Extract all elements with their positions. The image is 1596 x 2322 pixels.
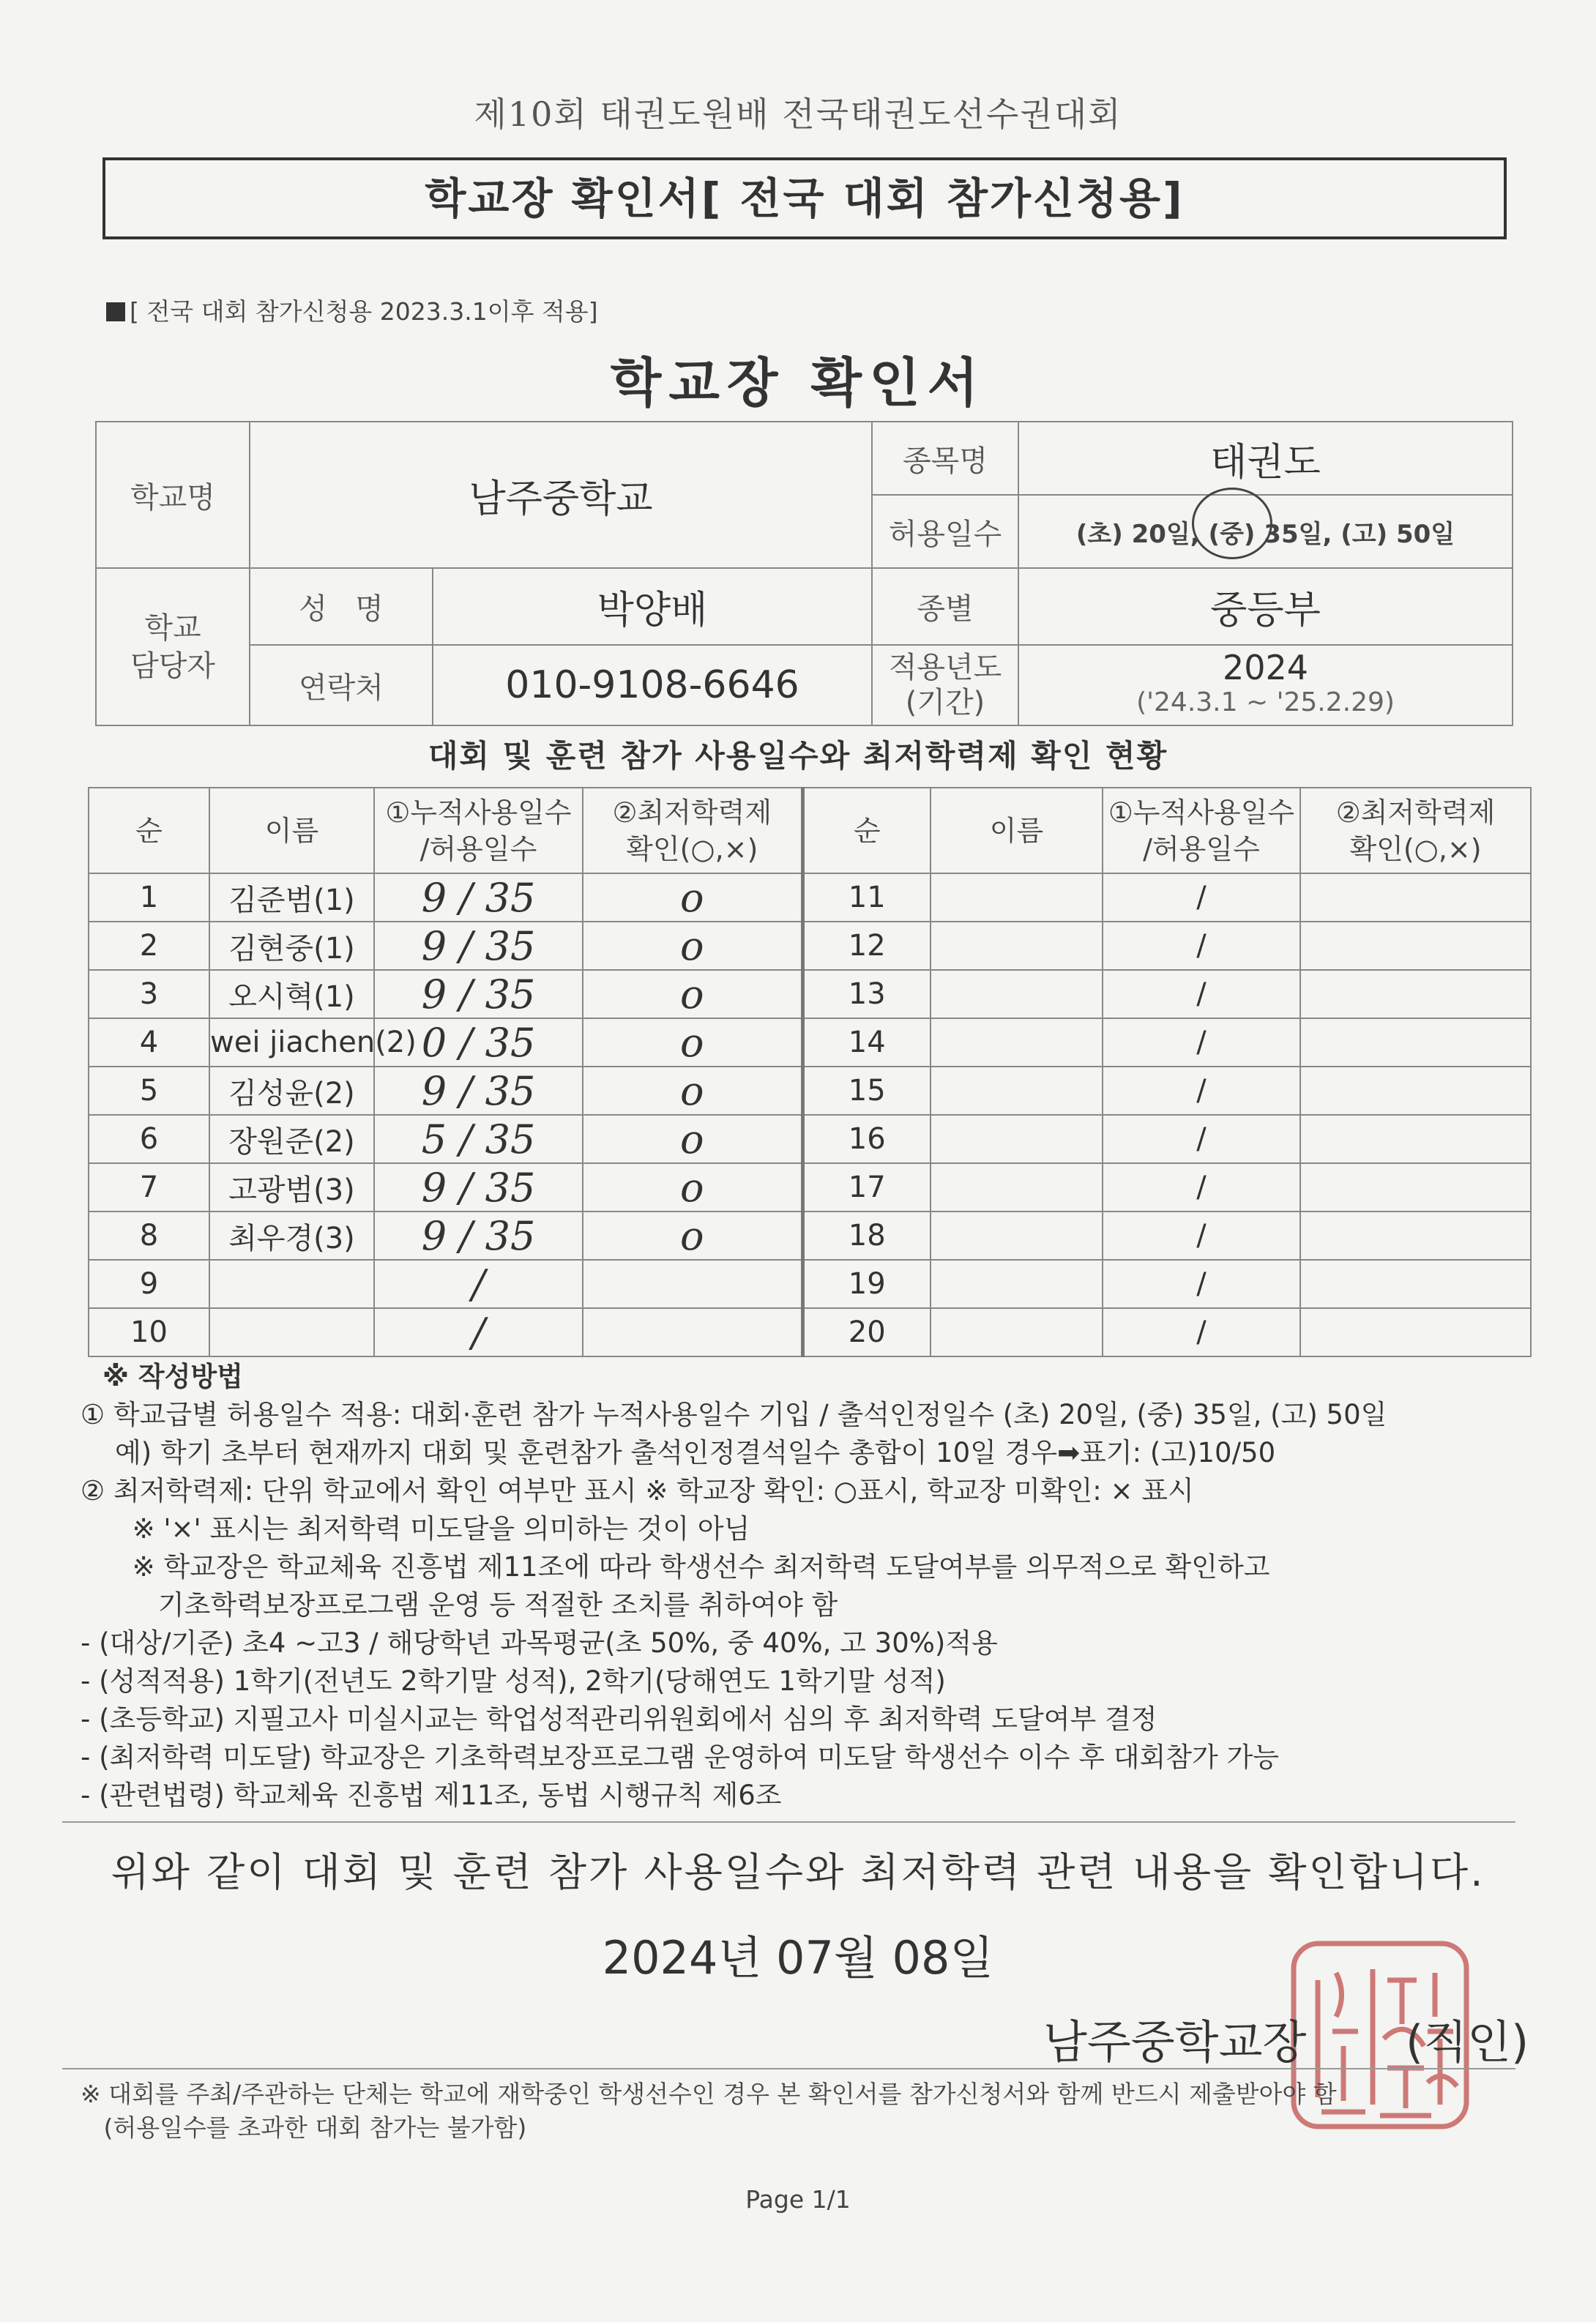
no-cell: 7	[89, 1163, 209, 1212]
days-cell: /	[1103, 970, 1300, 1018]
signer-name: 남주중학교장	[1043, 2015, 1307, 2069]
applies-note	[106, 293, 598, 327]
check-cell	[1300, 1308, 1531, 1356]
instruction-line: - (대상/기준) 초4 ~고3 / 해당학년 과목평균(초 50%, 중 40%, 고 30%)적용	[81, 1627, 998, 1659]
no-cell: 11	[802, 873, 931, 922]
days-cell: /	[1103, 1115, 1300, 1163]
seal-label: (직인)	[1406, 2015, 1529, 2069]
header-no-right: 순	[802, 788, 931, 873]
confirmation-statement: 위와 같이 대회 및 훈련 참가 사용일수와 최저학력 관련 내용을 확인합니다.	[111, 1849, 1485, 1895]
days-cell: 0 / 35	[374, 1018, 583, 1067]
name-cell: 김성윤(2)	[209, 1067, 374, 1115]
table-row	[89, 1212, 1531, 1260]
no-cell: 5	[89, 1067, 209, 1115]
check-cell: o	[583, 1212, 802, 1260]
days-cell: /	[374, 1308, 583, 1356]
instruction-line: ※ 학교장은 학교체육 진흥법 제11조에 따라 학생선수 최저학력 도달여부를 의무적으로 확인하고	[81, 1551, 1270, 1583]
header-check-right: ②최저학력제 확인(○,×)	[1300, 788, 1531, 873]
table-row	[89, 873, 1531, 922]
instruction-line: ② 최저학력제: 단위 학교에서 확인 여부만 표시 ※ 학교장 확인: ○표시, 학교장 미확인: × 표시	[81, 1475, 1194, 1507]
instruction-line: - (관련법령) 학교체육 진흥법 제11조, 동법 시행규칙 제6조	[81, 1780, 782, 1811]
check-cell	[1300, 1163, 1531, 1212]
days-cell: /	[1103, 1163, 1300, 1212]
check-cell: o	[583, 1115, 802, 1163]
instruction-line: - (최저학력 미도달) 학교장은 기초학력보장프로그램 운영하여 미도달 학생선수 이수 후 대회참가 가능	[81, 1742, 1280, 1773]
no-cell: 1	[89, 873, 209, 922]
check-cell	[1300, 1018, 1531, 1067]
check-cell	[1300, 1115, 1531, 1163]
name-cell: 오시혁(1)	[209, 970, 374, 1018]
instructions-heading: ※ 작성방법	[102, 1361, 243, 1392]
name-cell	[931, 1212, 1103, 1260]
table-row	[89, 1018, 1531, 1067]
name-cell: 최우경(3)	[209, 1212, 374, 1260]
name-cell	[931, 873, 1103, 922]
header-no-left: 순	[89, 788, 209, 873]
no-cell: 10	[89, 1308, 209, 1356]
no-cell: 15	[802, 1067, 931, 1115]
name-cell: 고광범(3)	[209, 1163, 374, 1212]
page-number: Page 1/1	[745, 2185, 851, 2214]
division-value: 중등부	[1018, 568, 1513, 645]
days-cell: /	[1103, 1260, 1300, 1308]
table-row	[89, 1308, 1531, 1356]
instruction-line: ※ '×' 표시는 최저학력 미도달을 의미하는 것이 아님	[81, 1513, 750, 1545]
name-cell	[931, 1308, 1103, 1356]
days-cell: /	[1103, 922, 1300, 970]
check-cell	[1300, 1212, 1531, 1260]
no-cell: 19	[802, 1260, 931, 1308]
check-cell: o	[583, 1067, 802, 1115]
contact-value: 010-9108-6646	[433, 645, 872, 725]
name-cell	[931, 1018, 1103, 1067]
no-cell: 2	[89, 922, 209, 970]
period-value: ('24.3.1 ~ '25.2.29)	[1136, 687, 1395, 717]
days-cell: 9 / 35	[374, 1212, 583, 1260]
no-cell: 3	[89, 970, 209, 1018]
roster-table	[88, 787, 1532, 1357]
table-row	[89, 1115, 1531, 1163]
header-days-right: ①누적사용일수 /허용일수	[1103, 788, 1300, 873]
no-cell: 16	[802, 1115, 931, 1163]
name-cell	[931, 1163, 1103, 1212]
no-cell: 9	[89, 1260, 209, 1308]
name-cell	[931, 1260, 1103, 1308]
days-cell: 5 / 35	[374, 1115, 583, 1163]
contact-label: 연락처	[250, 645, 433, 725]
footer-divider	[62, 2068, 1515, 2069]
check-cell: o	[583, 1163, 802, 1212]
no-cell: 13	[802, 970, 931, 1018]
check-cell	[1300, 873, 1531, 922]
name-cell: 장원준(2)	[209, 1115, 374, 1163]
days-cell: 9 / 35	[374, 1067, 583, 1115]
competition-title: 제10회 태권도원배 전국태권도선수권대회	[474, 94, 1122, 134]
header-name-left: 이름	[209, 788, 374, 873]
days-cell: /	[1103, 1067, 1300, 1115]
name-cell	[931, 970, 1103, 1018]
days-cell: 9 / 35	[374, 922, 583, 970]
header-name-right: 이름	[931, 788, 1103, 873]
footer-line-1: ※ 대회를 주최/주관하는 단체는 학교에 재학중인 학생선수인 경우 본 확인서를 참가신청서와 함께 반드시 제출받아야 함	[81, 2080, 1337, 2108]
event-name: 태권도	[1018, 422, 1513, 495]
days-cell: 9 / 35	[374, 970, 583, 1018]
table-row	[89, 1067, 1531, 1115]
no-cell: 18	[802, 1212, 931, 1260]
allowed-days-label: 허용일수	[872, 495, 1018, 568]
school-label: 학교명	[96, 422, 250, 568]
year-cell	[1018, 645, 1513, 725]
school-info-table	[95, 421, 1513, 726]
name-cell: wei jiachen(2)	[209, 1018, 374, 1067]
instruction-line: - (성적적용) 1학기(전년도 2학기말 성적), 2학기(당해연도 1학기말 성적)	[81, 1665, 946, 1697]
name-cell	[209, 1260, 374, 1308]
table-row	[89, 1260, 1531, 1308]
instruction-line: ① 학교급별 허용일수 적용: 대회·훈련 참가 누적사용일수 기입 / 출석인정일수 (초) 20일, (중) 35일, (고) 50일	[81, 1399, 1387, 1430]
name-label: 성 명	[250, 568, 433, 645]
header-days-left: ①누적사용일수 /허용일수	[374, 788, 583, 873]
table-row	[89, 1163, 1531, 1212]
school-name: 남주중학교	[250, 422, 872, 568]
check-cell	[1300, 922, 1531, 970]
check-cell	[583, 1260, 802, 1308]
name-cell	[931, 1115, 1103, 1163]
days-cell: /	[1103, 1308, 1300, 1356]
divider	[62, 1821, 1515, 1823]
days-cell: 9 / 35	[374, 1163, 583, 1212]
check-cell: o	[583, 1018, 802, 1067]
square-bullet-icon	[106, 302, 125, 321]
banner-title: 학교장 확인서[ 전국 대회 참가신청용]	[102, 157, 1507, 239]
manager-label: 학교 담당자	[96, 568, 250, 725]
check-cell: o	[583, 873, 802, 922]
manager-name: 박양배	[433, 568, 872, 645]
year-label: 적용년도 (기간)	[872, 645, 1018, 725]
no-cell: 6	[89, 1115, 209, 1163]
table-row	[89, 970, 1531, 1018]
no-cell: 14	[802, 1018, 931, 1067]
division-label: 종별	[872, 568, 1018, 645]
check-cell: o	[583, 922, 802, 970]
document-title: 학교장 확인서	[610, 352, 986, 414]
check-cell	[1300, 1067, 1531, 1115]
instruction-line: - (초등학교) 지필고사 미실시교는 학업성적관리위원회에서 심의 후 최저학력 도달여부 결정	[81, 1703, 1157, 1735]
no-cell: 12	[802, 922, 931, 970]
instructions	[81, 1358, 1537, 1815]
days-cell: /	[374, 1260, 583, 1308]
roster-section-title: 대회 및 훈련 참가 사용일수와 최저학력제 확인 현황	[428, 738, 1168, 774]
days-cell: /	[1103, 1212, 1300, 1260]
no-cell: 20	[802, 1308, 931, 1356]
check-cell	[1300, 1260, 1531, 1308]
days-cell: 9 / 35	[374, 873, 583, 922]
roster-body	[89, 873, 1531, 1356]
name-cell	[209, 1308, 374, 1356]
instruction-line: 기초학력보장프로그램 운영 등 적절한 조치를 취하여야 함	[81, 1589, 838, 1621]
days-cell: /	[1103, 1018, 1300, 1067]
event-label: 종목명	[872, 422, 1018, 495]
table-row	[89, 922, 1531, 970]
allowed-days-value: (초) 20일, (중) 35일, (고) 50일	[1018, 495, 1513, 568]
check-cell: o	[583, 970, 802, 1018]
no-cell: 8	[89, 1212, 209, 1260]
issue-date: 2024년 07월 08일	[602, 1931, 994, 1985]
header-check-left: ②최저학력제 확인(○,×)	[583, 788, 802, 873]
applies-note-text: [ 전국 대회 참가신청용 2023.3.1이후 적용]	[130, 297, 598, 326]
footer-note	[81, 2078, 1337, 2145]
name-cell: 김준범(1)	[209, 873, 374, 922]
name-cell: 김현중(1)	[209, 922, 374, 970]
check-cell	[583, 1308, 802, 1356]
no-cell: 17	[802, 1163, 931, 1212]
check-cell	[1300, 970, 1531, 1018]
name-cell	[931, 922, 1103, 970]
name-cell	[931, 1067, 1103, 1115]
days-cell: /	[1103, 873, 1300, 922]
footer-line-2: (허용일수를 초과한 대회 참가는 불가함)	[81, 2113, 527, 2142]
year-value: 2024	[1222, 648, 1309, 687]
selected-circle-mark	[1192, 488, 1272, 559]
no-cell: 4	[89, 1018, 209, 1067]
instruction-line: 예) 학기 초부터 현재까지 대회 및 훈련참가 출석인정결석일수 총합이 10일 경우➡표기: (고)10/50	[81, 1437, 1276, 1468]
